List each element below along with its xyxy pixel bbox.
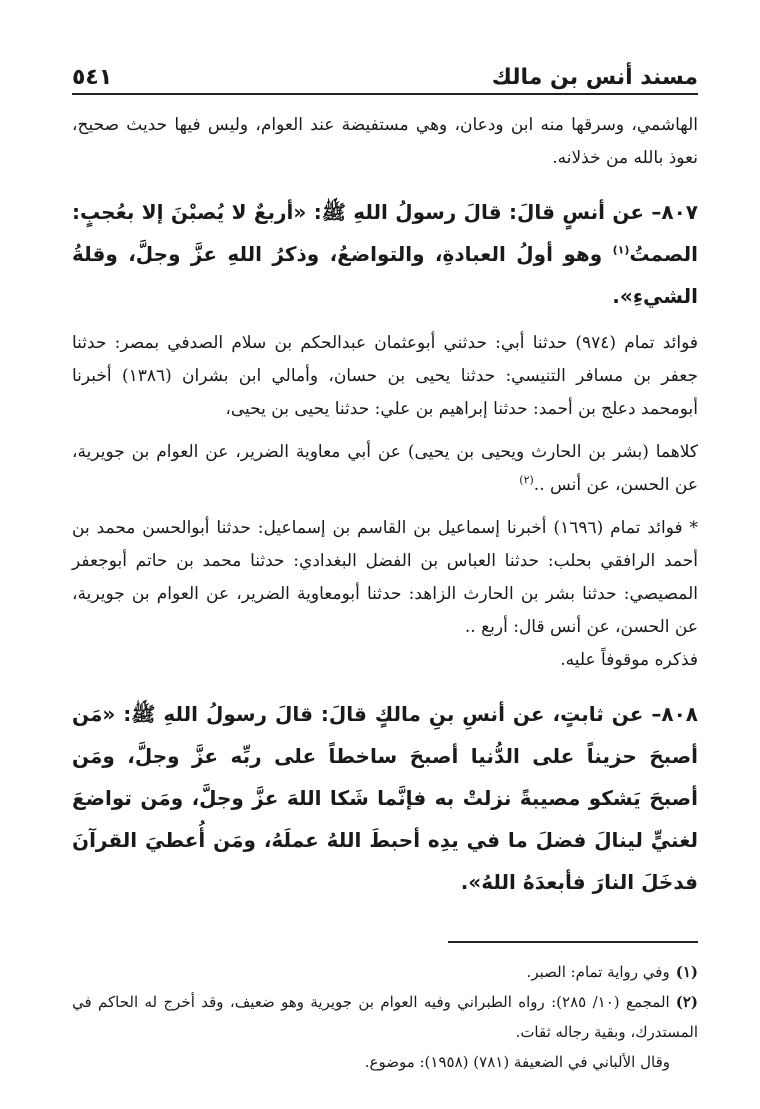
hadith-text: عن أنسٍ قالَ: قالَ رسولُ اللهِ ﷺ: «أربعٌ لا يُصبْنَ إلا بعُجبٍ: الصمتُ [72, 200, 698, 266]
footnote [72, 987, 698, 1047]
page-body [72, 109, 698, 1077]
footnote-ref: (١) [612, 243, 630, 257]
footnote [72, 957, 698, 987]
narration-text: * فوائد تمام (١٦٩٦) أخبرنا إسماعيل بن القاسم بن إسماعيل: حدثنا أبوالحسن محمد بن أحمد الرافقي بحلب: حدثنا العباس بن الفضل البغدادي: حدثنا محمد بن حاتم أبوجعفر المصيصي: حدثنا بشر بن الحارث الزاهد: حدثنا أبومعاوية الضرير، عن العوام بن جويرية، عن الحسن، عن أنس قال: أربع .. [72, 518, 699, 637]
footnote-separator [448, 941, 698, 943]
hadith-text: وهو أولُ العبادةِ، والتواضعُ، وذكرُ اللهِ عزَّ وجلَّ، وقلةُ الشيءِ». [72, 242, 698, 308]
hadith-number: ٨٠٧– [651, 200, 698, 224]
footnote-text: المجمع (١٠/ ٢٨٥): رواه الطبراني وفيه العوام بن جويرية وهو ضعيف، وقد أخرج له الحاكم في المستدرك، وبقية رجاله ثقات. [72, 993, 698, 1041]
footnote-number: (١) [675, 963, 698, 981]
running-title: مسند أنس بن مالك [491, 65, 698, 90]
hadith-number: ٨٠٨– [651, 702, 698, 726]
narration-text: كلاهما (بشر بن الحارث ويحيى بن يحيى) عن أبي معاوية الضرير، عن العوام بن جويرية، عن الحسن، عن أنس .. [72, 442, 698, 495]
hadith-807 [72, 191, 698, 317]
narration-paragraph: فوائد تمام (٩٧٤) حدثنا أبي: حدثني أبوعثمان عبدالحكم بن سلام الصدفي بمصر: حدثنا جعفر بن مسافر التنيسي: حدثنا يحيى بن حسان، وأمالي ابن بشران (١٣٨٦) أخبرنا أبومحمد دعلج بن أحمد: حدثنا إبراهيم بن علي: حدثنا يحيى بن يحيى، [72, 333, 698, 419]
narration-paragraph [72, 512, 698, 677]
footnote-ref: (٢) [519, 473, 534, 487]
narration-paragraph [72, 436, 698, 502]
footnote-text: وفي رواية تمام: الصبر. [526, 963, 670, 981]
page-header [72, 58, 698, 95]
hadith-text: عن ثابتٍ، عن أنسِ بنِ مالكٍ قالَ: قالَ رسولُ اللهِ ﷺ: «مَن أصبحَ حزيناً على الدُّنيا أصبحَ ساخطاً على ربِّه عزَّ وجلَّ، ومَن أصبحَ يَشكو مصيبةً نزلتْ به فإنَّما شَكا اللهَ عزَّ وجلَّ، ومَن تواضعَ لغنيٍّ لينالَ فضلَ ما في يدِه أحبطَ اللهُ عملَهُ، ومَن أُعطيَ القرآنَ فدخَلَ النارَ فأبعدَهُ اللهُ». [72, 702, 698, 894]
footnote-number: (٢) [675, 993, 699, 1011]
narration-text: فذكره موقوفاً عليه. [560, 650, 698, 670]
hadith-808 [72, 693, 698, 903]
footnote-continuation: وقال الألباني في الضعيفة (٧٨١) (١٩٥٨): موضوع. [364, 1053, 670, 1071]
page-number: ٥٤١ [72, 65, 113, 90]
footnotes [72, 957, 698, 1077]
intro-paragraph: الهاشمي، وسرقها منه ابن ودعان، وهي مستفيضة عند العوام، وليس فيها حديث صحيح، نعوذ بالله من خذلانه. [72, 115, 698, 168]
book-page [72, 58, 698, 1088]
